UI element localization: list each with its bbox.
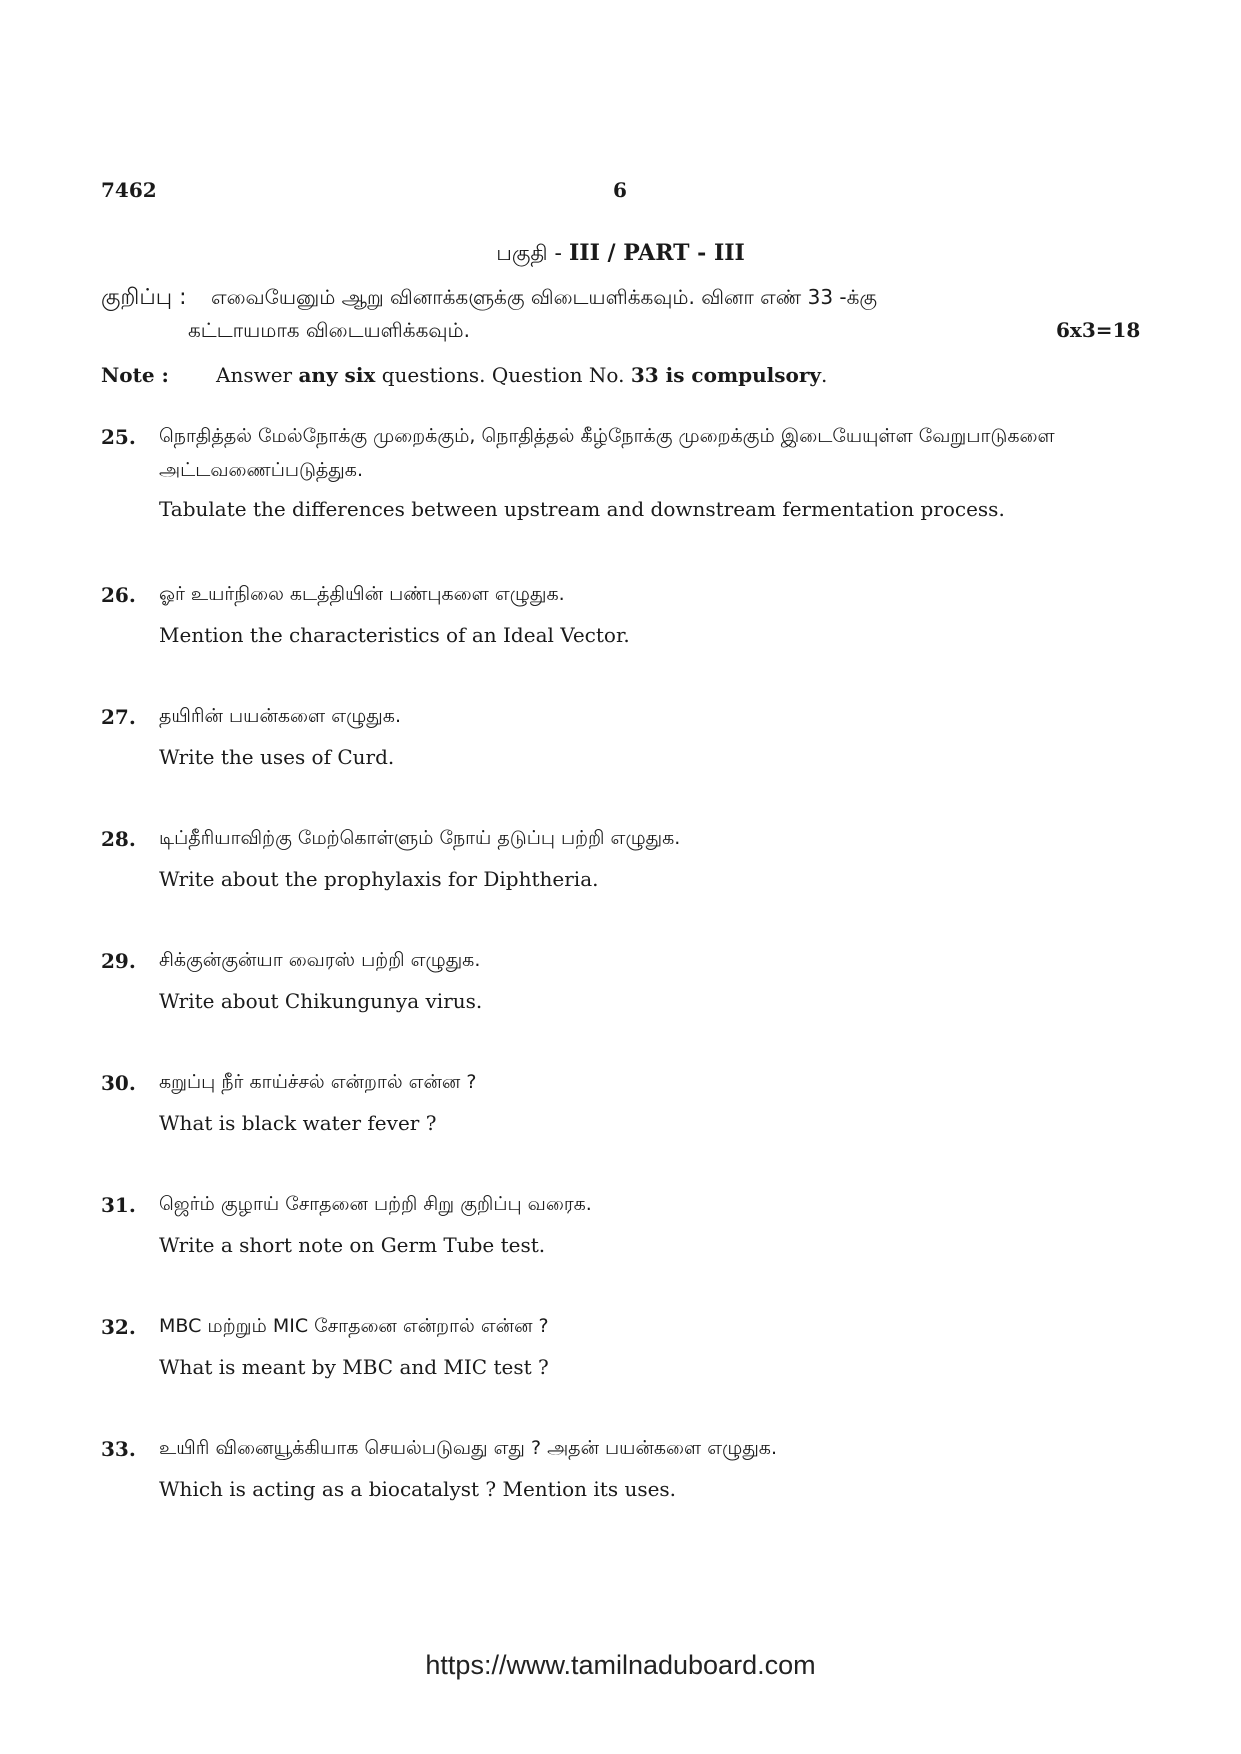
footer-url-link[interactable]: https://www.tamilnaduboard.com	[425, 1650, 816, 1680]
note-english-mid: questions. Question No.	[375, 363, 631, 387]
part-heading-tamil: பகுதி	[496, 241, 548, 265]
note-english-label: Note :	[101, 363, 169, 387]
note-tamil-line2: கட்டாயமாக விடையளிக்கவும்.	[188, 318, 470, 342]
question-tamil: கறுப்பு நீர் காய்ச்சல் என்றால் என்ன ?	[159, 1071, 477, 1093]
note-english-pre: Answer	[216, 363, 299, 387]
question-english: What is black water fever ?	[159, 1111, 437, 1135]
note-english-post: .	[821, 363, 828, 387]
part-heading-english: III / PART - III	[568, 240, 745, 266]
question-english: Mention the characteristics of an Ideal Vector.	[159, 623, 630, 647]
note-english-bold2: 33 is compulsory	[630, 363, 821, 387]
question-number: 32.	[101, 1315, 136, 1339]
question-tamil: MBC மற்றும் MIC சோதனை என்றால் என்ன ?	[159, 1315, 549, 1337]
question-number: 26.	[101, 583, 136, 607]
part-heading	[0, 240, 1241, 268]
question-tamil: தயிரின் பயன்களை எழுதுக.	[159, 705, 401, 727]
question-english: Write a short note on Germ Tube test.	[159, 1233, 546, 1257]
question-tamil: சிக்குன்குன்யா வைரஸ் பற்றி எழுதுக.	[159, 949, 481, 971]
question-number: 28.	[101, 827, 136, 851]
question-english: Which is acting as a biocatalyst ? Mention its uses.	[159, 1477, 677, 1501]
question-number: 29.	[101, 949, 136, 973]
question-tamil: நொதித்தல் மேல்நோக்கு முறைக்கும், நொதித்தல் கீழ்நோக்கு முறைக்கும் இடையேயுள்ள வேறுபாடுகளை அட்டவணைப்படுத்துக.	[159, 425, 1055, 481]
question-number: 31.	[101, 1193, 136, 1217]
question-tamil: ஓர் உயர்நிலை கடத்தியின் பண்புகளை எழுதுக.	[159, 583, 565, 605]
question-english: Tabulate the differences between upstream and downstream fermentation process.	[159, 497, 1005, 521]
part-heading-sep: -	[547, 241, 569, 266]
question-number: 33.	[101, 1437, 136, 1461]
question-english: Write the uses of Curd.	[159, 745, 395, 769]
question-tamil: உயிரி வினையூக்கியாக செயல்படுவது எது ? அதன் பயன்களை எழுதுக.	[159, 1437, 777, 1459]
question-number: 25.	[101, 425, 136, 449]
question-tamil: ஜெர்ம் குழாய் சோதனை பற்றி சிறு குறிப்பு வரைக.	[159, 1193, 592, 1215]
note-tamil-line1: எவையேனும் ஆறு வினாக்களுக்கு விடையளிக்கவும். வினா எண் 33 -க்கு	[211, 285, 878, 309]
note-tamil-label: குறிப்பு :	[101, 285, 187, 310]
page-number: 6	[613, 178, 627, 202]
question-number: 30.	[101, 1071, 136, 1095]
question-english: Write about Chikungunya virus.	[159, 989, 483, 1013]
paper-code: 7462	[101, 178, 157, 202]
marks-allocation: 6x3=18	[1056, 318, 1141, 342]
note-english-text	[216, 363, 827, 387]
question-number: 27.	[101, 705, 136, 729]
question-english: What is meant by MBC and MIC test ?	[159, 1355, 549, 1379]
question-tamil: டிப்தீரியாவிற்கு மேற்கொள்ளும் நோய் தடுப்பு பற்றி எழுதுக.	[159, 827, 681, 849]
note-english-bold1: any six	[298, 363, 376, 387]
question-english: Write about the prophylaxis for Diphtheria.	[159, 867, 599, 891]
